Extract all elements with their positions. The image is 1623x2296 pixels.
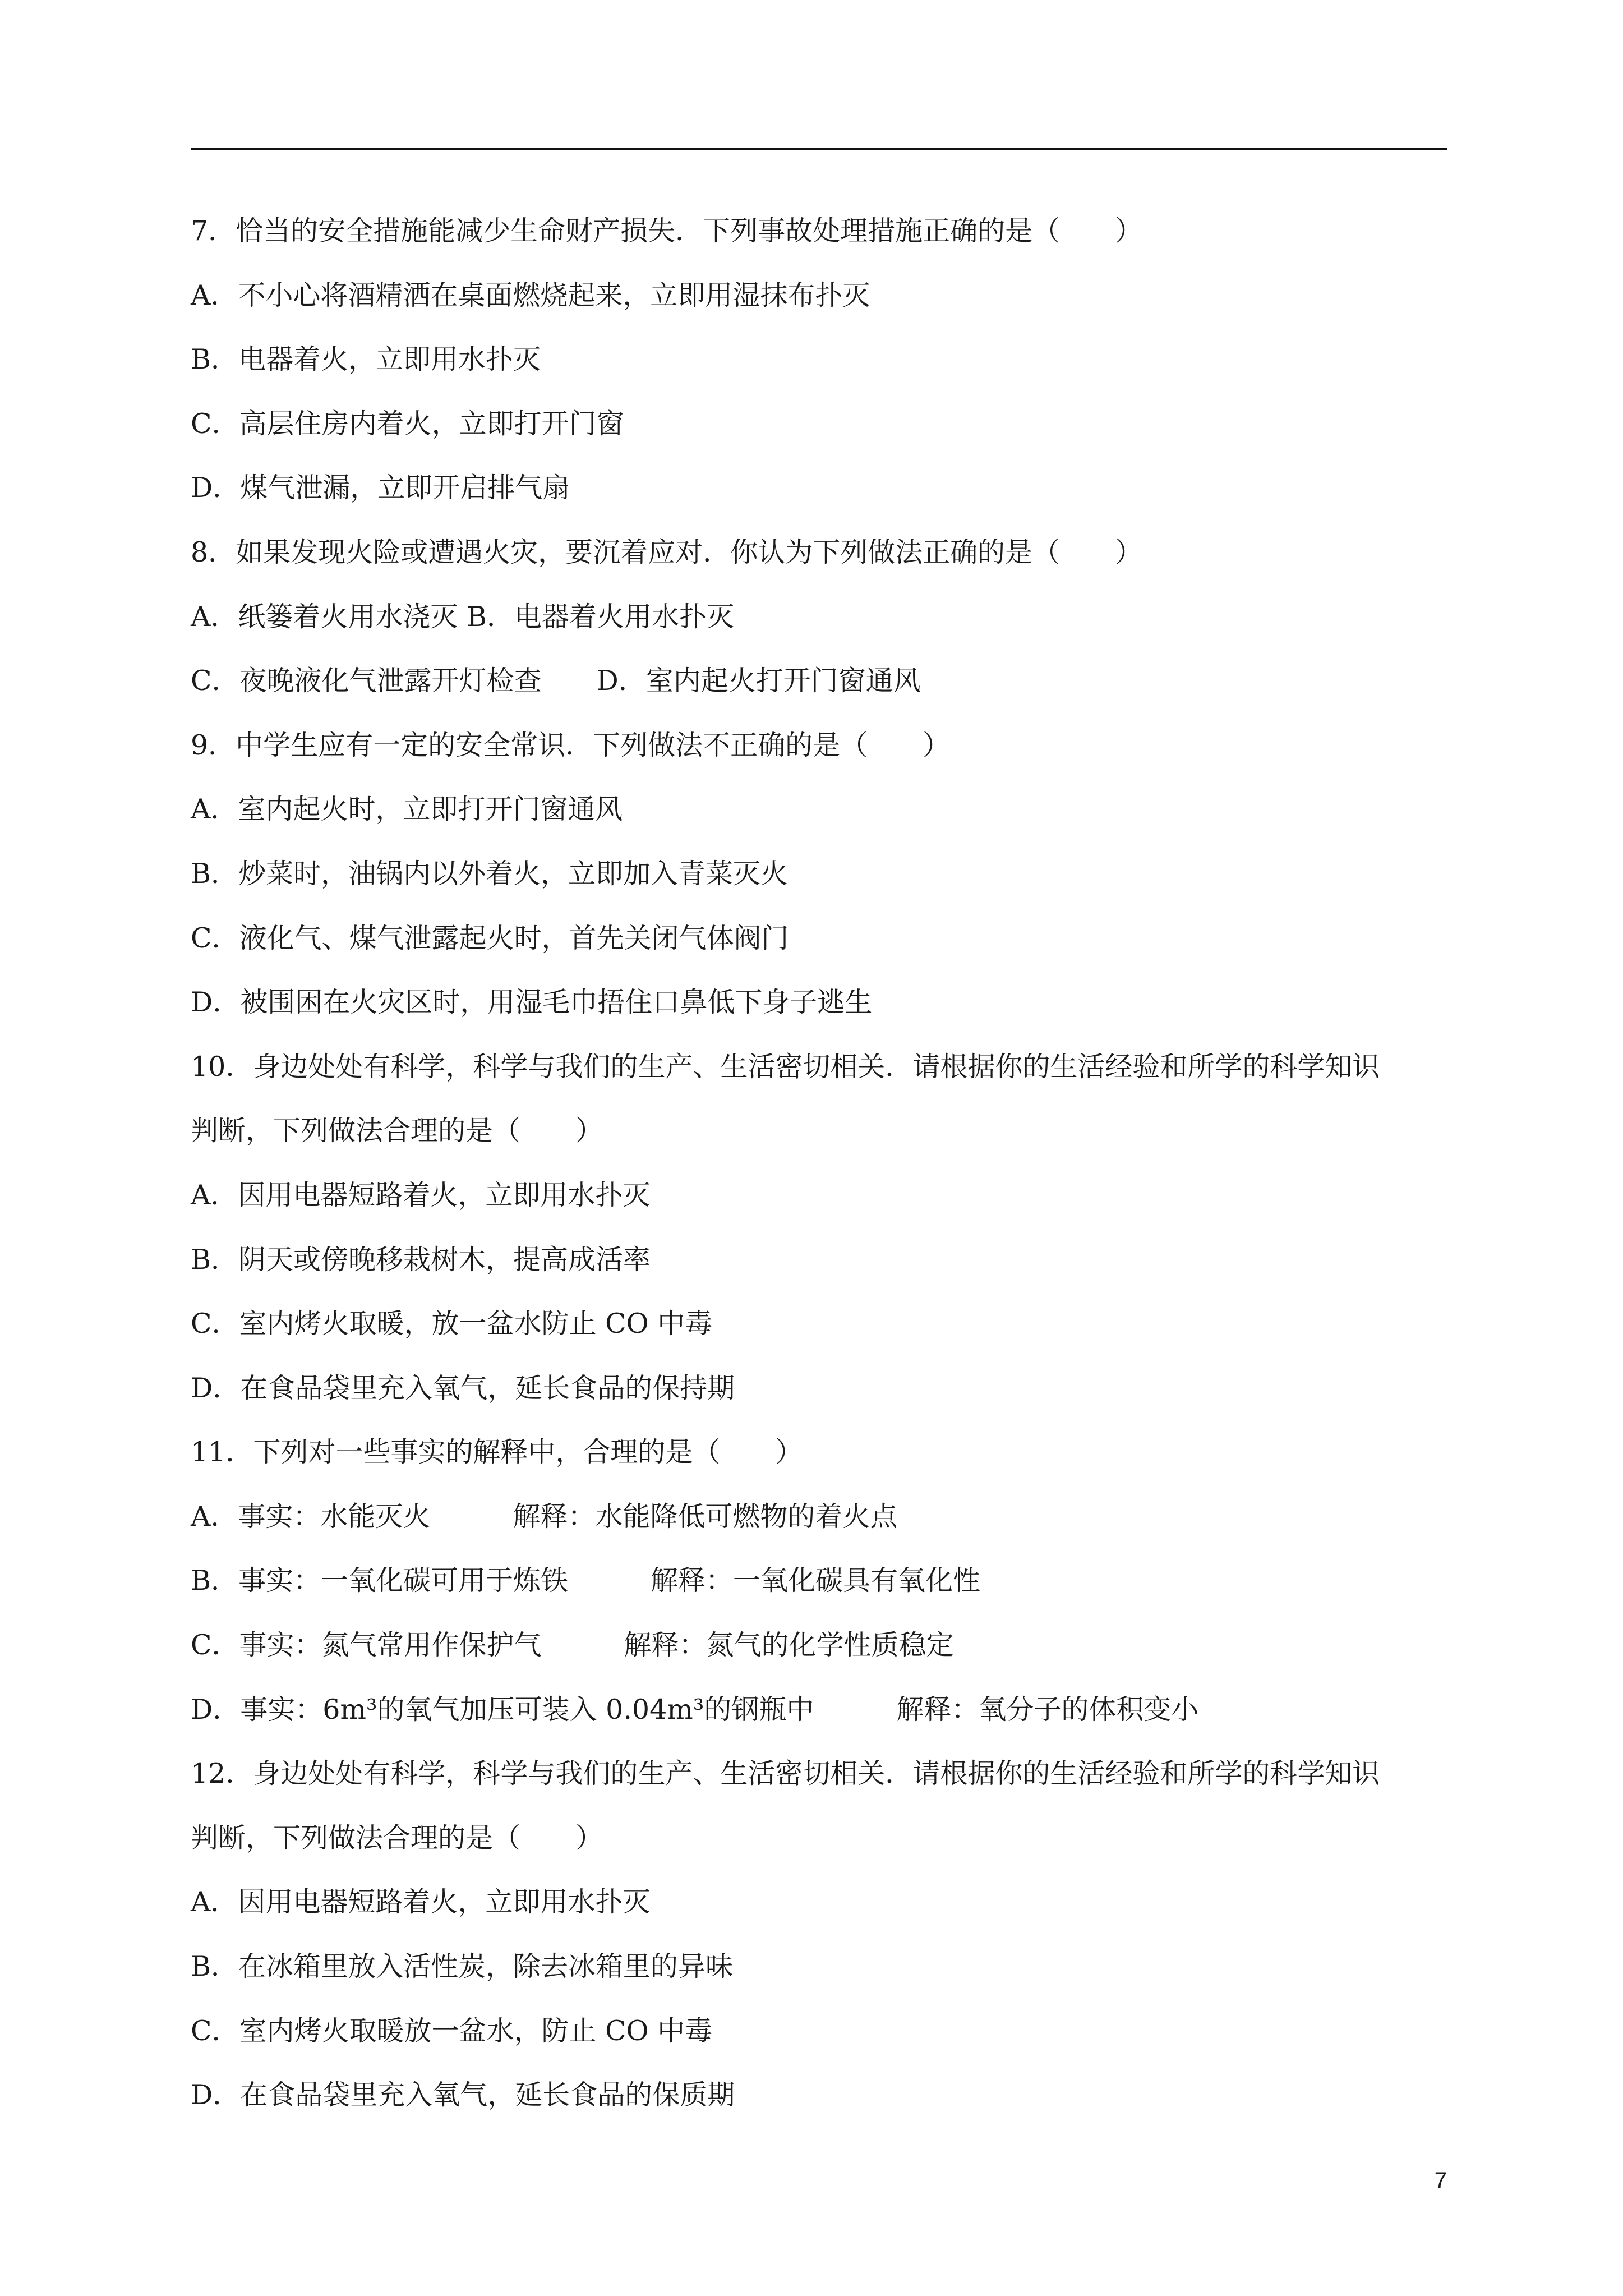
question-12-stem-line-1: 12．身边处处有科学，科学与我们的生产、生活密切相关．请根据你的生活经验和所学的科学知识 — [191, 1757, 1380, 1790]
question-12-stem-line-2: 判断，下列做法合理的是（ ） — [191, 1821, 603, 1854]
question-7-option-c: C．高层住房内着火，立即打开门窗 — [191, 407, 624, 440]
question-12-option-d: D．在食品袋里充入氧气，延长食品的保质期 — [191, 2079, 735, 2111]
question-12-option-b: B．在冰箱里放入活性炭，除去冰箱里的异味 — [191, 1950, 734, 1983]
question-7-stem: 7．恰当的安全措施能减少生命财产损失．下列事故处理措施正确的是（ ） — [191, 215, 1143, 247]
question-8-stem: 8．如果发现火险或遭遇火灾，要沉着应对．你认为下列做法正确的是（ ） — [191, 536, 1143, 568]
question-11-option-a: A．事实：水能灭火 解释：水能降低可燃物的着火点 — [191, 1500, 898, 1533]
question-10-stem-line-1: 10．身边处处有科学，科学与我们的生产、生活密切相关．请根据你的生活经验和所学的科学知识 — [191, 1050, 1380, 1083]
question-8-options-cd: C．夜晚液化气泄露开灯检查 D．室内起火打开门窗通风 — [191, 665, 921, 697]
question-11-option-d: D．事实：6m³的氧气加压可装入 0.04m³的钢瓶中 解释：氧分子的体积变小 — [191, 1693, 1199, 1726]
question-7-option-a: A．不小心将酒精洒在桌面燃烧起来，立即用湿抹布扑灭 — [191, 279, 870, 311]
question-9-option-d: D．被围困在火灾区时，用湿毛巾捂住口鼻低下身子逃生 — [191, 986, 873, 1019]
header-rule — [191, 148, 1447, 150]
question-9-option-c: C．液化气、煤气泄露起火时，首先关闭气体阀门 — [191, 922, 789, 954]
question-11-option-c: C．事实：氮气常用作保护气 解释：氮气的化学性质稳定 — [191, 1629, 954, 1662]
question-11-stem: 11．下列对一些事实的解释中，合理的是（ ） — [191, 1436, 803, 1469]
question-8-options-ab: A．纸篓着火用水浇灭 B．电器着火用水扑灭 — [191, 600, 734, 633]
question-9-option-b: B．炒菜时，油锅内以外着火，立即加入青菜灭火 — [191, 857, 789, 890]
question-12-option-a: A．因用电器短路着火，立即用水扑灭 — [191, 1886, 651, 1918]
question-10-stem-line-2: 判断，下列做法合理的是（ ） — [191, 1115, 603, 1147]
question-text-body — [191, 199, 1447, 2128]
question-10-option-c: C．室内烤火取暖，放一盆水防止 CO 中毒 — [191, 1308, 713, 1340]
question-9-stem: 9．中学生应有一定的安全常识．下列做法不正确的是（ ） — [191, 729, 951, 761]
question-7-option-d: D．煤气泄漏，立即开启排气扇 — [191, 472, 570, 504]
question-10-option-b: B．阴天或傍晚移栽树木，提高成活率 — [191, 1243, 651, 1276]
question-11-option-b: B．事实：一氧化碳可用于炼铁 解释：一氧化碳具有氧化性 — [191, 1565, 981, 1597]
question-10-option-a: A．因用电器短路着火，立即用水扑灭 — [191, 1179, 651, 1211]
question-7-option-b: B．电器着火，立即用水扑灭 — [191, 343, 541, 376]
question-10-option-d: D．在食品袋里充入氧气，延长食品的保持期 — [191, 1372, 735, 1404]
question-9-option-a: A．室内起火时，立即打开门窗通风 — [191, 793, 623, 826]
page-number: 7 — [1434, 2168, 1447, 2193]
question-12-option-c: C．室内烤火取暖放一盆水，防止 CO 中毒 — [191, 2014, 713, 2047]
